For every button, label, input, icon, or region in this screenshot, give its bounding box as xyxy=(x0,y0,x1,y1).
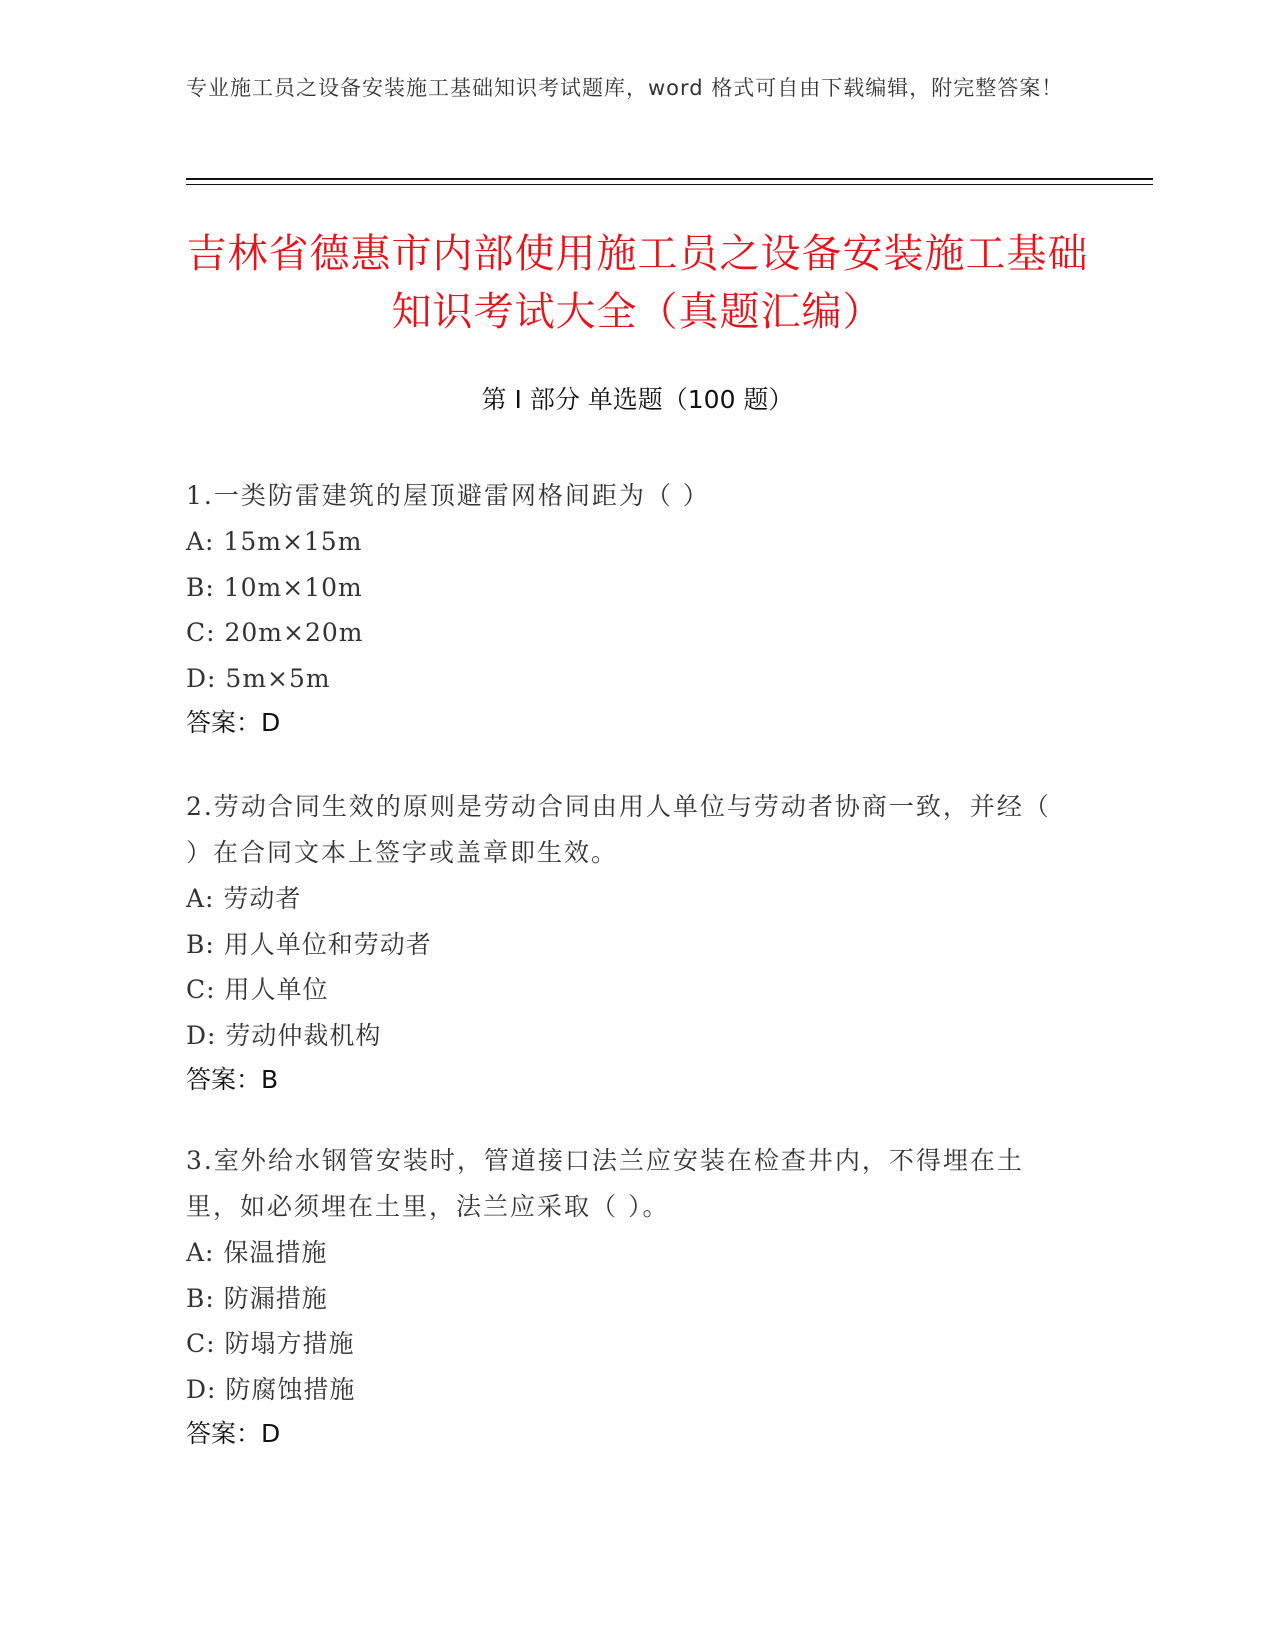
question-block xyxy=(186,1138,1066,1456)
answer-line: 答案：B xyxy=(186,1065,279,1094)
question-block xyxy=(186,473,1066,745)
option-a: A: 劳动者 xyxy=(186,884,302,913)
question-stem: 2.劳动合同生效的原则是劳动合同由用人单位与劳动者协商一致，并经（ ）在合同文本上签字或盖章即生效。 xyxy=(186,792,1051,867)
question-stem: 1.一类防雷建筑的屋顶避雷网格间距为（ ） xyxy=(186,481,710,510)
document-title: 吉林省德惠市内部使用施工员之设备安装施工基础知识考试大全（真题汇编） xyxy=(186,231,1089,335)
question-stem: 3.室外给水钢管安装时，管道接口法兰应安装在检查井内，不得埋在土里，如必须埋在土里，法兰应采取（ ）。 xyxy=(186,1146,1024,1221)
option-b: B: 用人单位和劳动者 xyxy=(186,929,432,959)
option-c: C: 20m×20m xyxy=(186,618,364,647)
answer-line: 答案：D xyxy=(186,708,281,737)
option-a: A: 保温措施 xyxy=(186,1238,328,1267)
answer-line: 答案：D xyxy=(186,1419,281,1448)
section-title: 第 I 部分 单选题（100 题） xyxy=(481,385,794,414)
header-divider-thick xyxy=(186,178,1153,180)
question-block xyxy=(186,784,1066,1102)
header-note: 专业施工员之设备安装施工基础知识考试题库，word 格式可自由下载编辑，附完整答案！ xyxy=(186,76,1064,100)
option-c: C: 防塌方措施 xyxy=(186,1329,355,1358)
option-d: D: 防腐蚀措施 xyxy=(186,1374,356,1404)
option-d: D: 劳动仲裁机构 xyxy=(186,1020,382,1050)
option-b: B: 防漏措施 xyxy=(186,1283,328,1313)
option-a: A: 15m×15m xyxy=(186,527,363,556)
header-divider-thin xyxy=(186,184,1153,185)
option-c: C: 用人单位 xyxy=(186,975,329,1004)
option-b: B: 10m×10m xyxy=(186,572,363,602)
option-d: D: 5m×5m xyxy=(186,663,331,693)
